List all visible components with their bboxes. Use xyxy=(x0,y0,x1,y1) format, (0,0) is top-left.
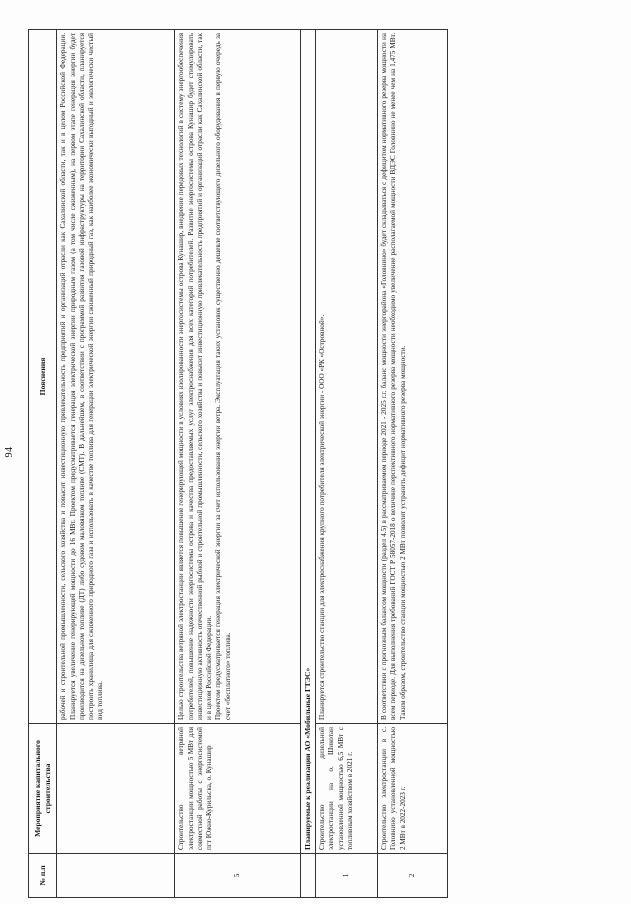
row-num: 2 xyxy=(378,854,448,898)
capital-construction-table xyxy=(28,29,448,898)
row-explanation xyxy=(175,30,301,724)
row-explanation: Планируется строительство станции для электроснабжения крупного потребителя электрической энергии - ООО «РК «Островной». xyxy=(316,30,378,724)
header-num: № п.п xyxy=(29,854,57,898)
row-event: Строительство дизельной электростанции на о. Шикотан установленной мощностью 6,5 МВт с топливным хозяйством в 2021 г. xyxy=(316,724,378,854)
section-empty-cell xyxy=(301,854,316,898)
explanation-paragraph: Целью строительства ветряной электростанции является повышение генерирующей мощности в условиях изолированности энергосистемы острова Кунашир, внедрение передовых технологий в систему энергообеспечения потребителей, повышение надежности энергосистемы острова и качества предоставляемых услуг электроснабжения для всех категорий потребителей. Развитие энергосистемы острова Кунашир будет стимулировать инвестиционную активность отечественной рыбной и строительной промышленности, сельского хозяйства и повысит инвестиционную привлекательность предприятий и организаций отрасли как Сахалинской области, так и в целом Российской Федерации. xyxy=(177,33,214,720)
table-row xyxy=(378,30,448,898)
table-header-row xyxy=(29,30,57,898)
row-num xyxy=(57,854,175,898)
table-row xyxy=(57,30,175,898)
row-num: 5 xyxy=(175,854,301,898)
section-title: Планируемые к реализации АО «Мобильные ГТЭС» xyxy=(301,30,316,854)
row-explanation: рабочей и строительной промышленности, сельского хозяйства и повысит инвестиционную привлекательность предприятий и организаций отрасли как Сахалинской области, так и в целом Российской Федерации. Планируется увеличение генерирующей мощности до 16 МВт. Проектом предусматривается генерация электрической энергии природным газом (а том числе сжиженным), на первом этапе генерация энергии будет производится на дизельном топливе (ДТ) либо судовом маловязком топливе (СМТ). В дальнейшем, в соответствии с программой развития газовой инфраструктуры на территории Сахалинской области, планируется построить хранилища для сжиженного природного газа и использовать в качестве топлива для генерации электрической энергии сжиженный природный газ, как наиболее экономически выгодный и экологически чистый вид топлива. xyxy=(57,30,175,724)
table-row xyxy=(175,30,301,898)
row-event: Строительство ветряной электростанции мощностью 5 МВт для совместной работы с энергосистемой пгт Южно-Курильска, о. Кунашир xyxy=(175,724,301,854)
header-event: Мероприятие капитального строительства xyxy=(29,724,57,854)
table-row xyxy=(316,30,378,898)
row-event xyxy=(57,724,175,854)
row-explanation: В соответствии с прогнозным балансом мощности (раздел 4.5) в рассматриваемом периоде 2021 - 2025 г.г. баланс мощности энергорайона «Головнино» будет складываться с дефицитом нормативного резерва мощности на всем периоде. Для выполнения требований ГОСТ Р 58057-2018 о величине перспективного нормативного резерва мощности необходимо увеличение располагаемой мощности ВДЭС Головнино не менее чем на 1,475 МВт. Таким образом, строительство станции мощностью 2 МВт позволит устранить дефицит нормативного резерва мощности. xyxy=(378,30,448,724)
explanation-paragraph: Проектом предусматривается генерация электрической энергии за счет использования энергии ветра. Эксплуатация таких установок существенно дешевле соответствующего дизельного оборудования в первую очередь за счет «бесплатного» топлива. xyxy=(214,33,232,720)
page-number: 94 xyxy=(4,446,15,458)
row-num: 1 xyxy=(316,854,378,898)
section-row xyxy=(301,30,316,898)
header-explanation: Пояснения xyxy=(29,30,57,724)
row-event: Строительство электростанции в с. Головнино установленной мощностью 2 МВт в 2022-2023 г. xyxy=(378,724,448,854)
